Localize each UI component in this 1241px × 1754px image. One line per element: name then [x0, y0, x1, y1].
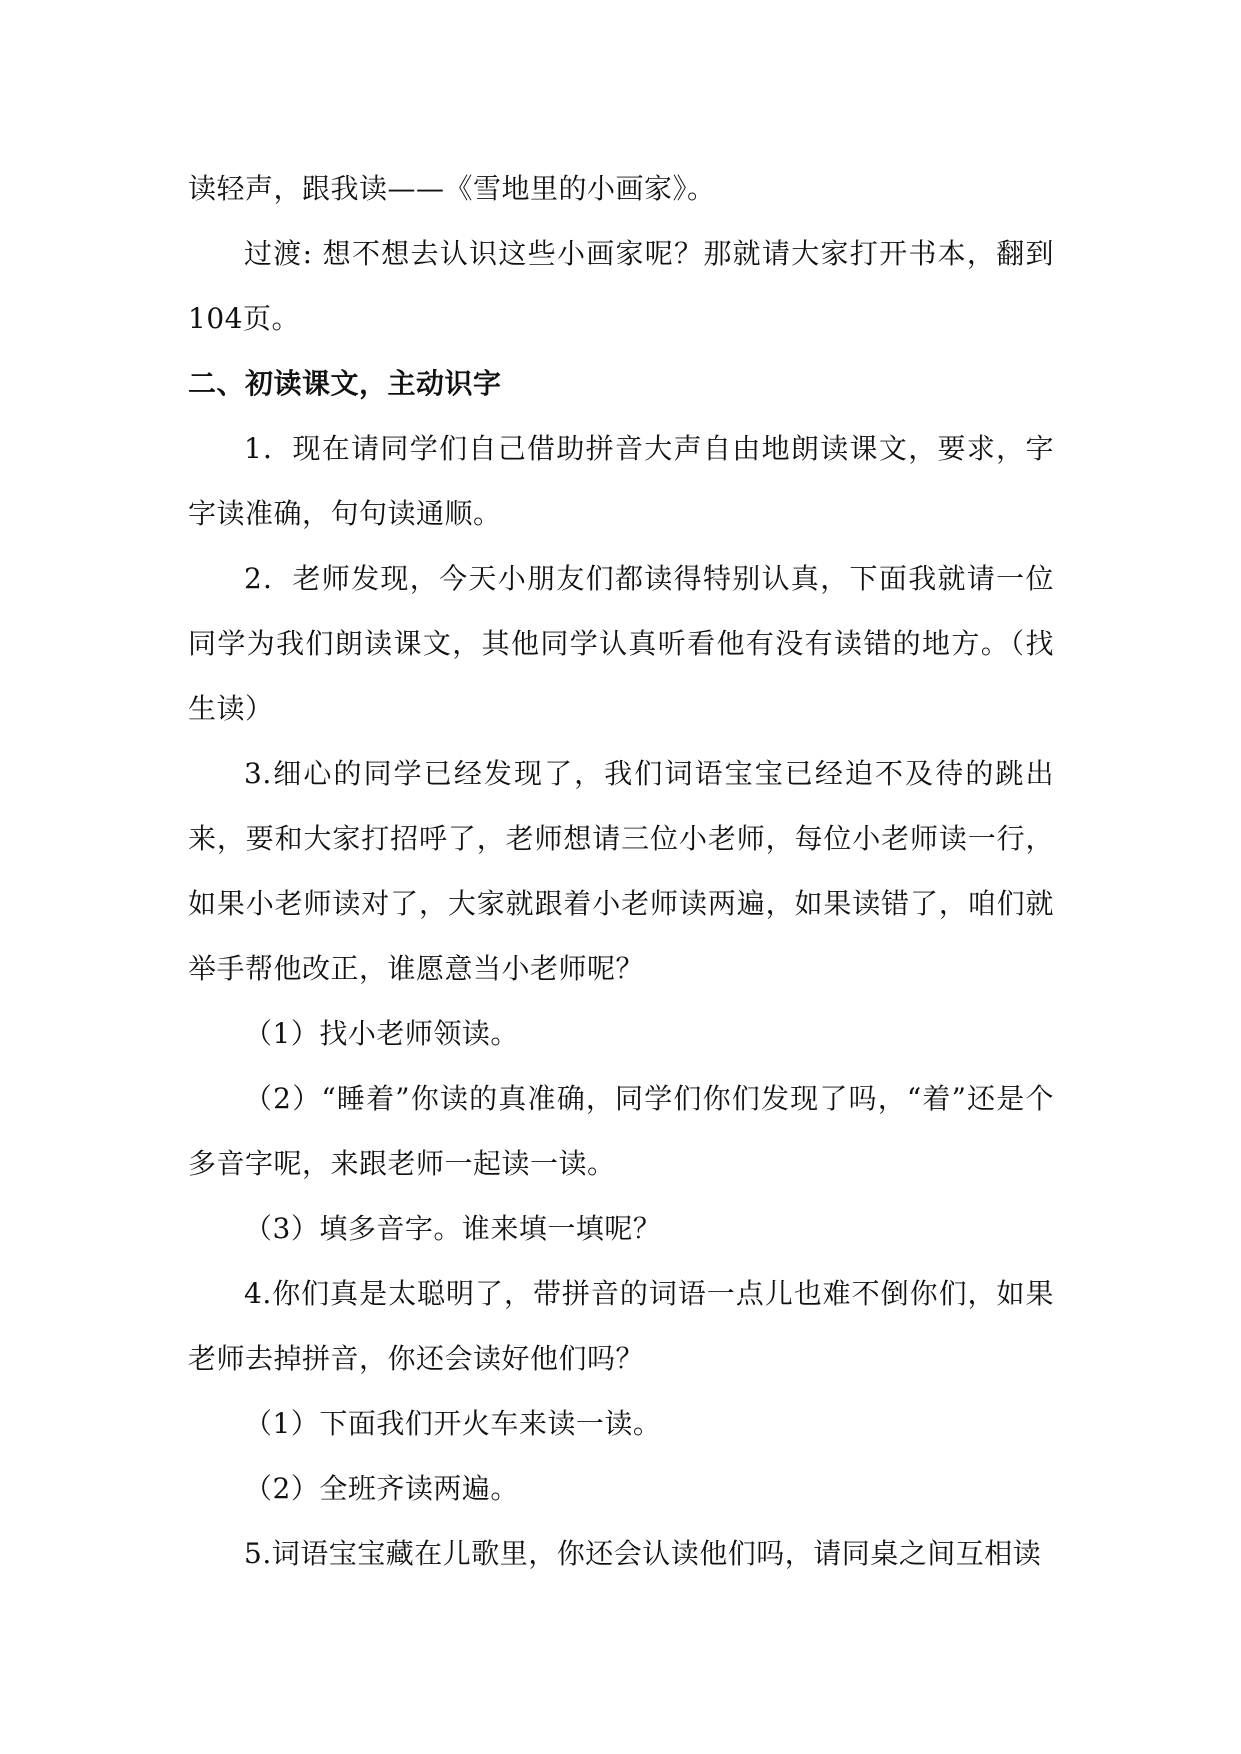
- paragraph-intro-reading: 读轻声，跟我读——《雪地里的小画家》。: [188, 172, 716, 205]
- paragraph-step-5: 5.词语宝宝藏在儿歌里，你还会认读他们吗，请同桌之间互相读: [244, 1537, 1042, 1570]
- paragraph-step-3: 3.细心的同学已经发现了，我们词语宝宝已经迫不及待的跳出来，要和大家打招呼了，老师想请三位小老师，每位小老师读一行，如果小老师读对了，大家就跟着小老师读两遍，如果读错了，咱们就举手帮他改正，谁愿意当小老师呢？: [188, 757, 1054, 985]
- paragraph-transition: 过渡: 想不想去认识这些小画家呢？那就请大家打开书本，翻到104页。: [188, 237, 1054, 335]
- paragraph-step-3-sub-2: （2）“睡着”你读的真准确，同学们你们发现了吗，“着”还是个多音字呢，来跟老师一起读一读。: [188, 1082, 1054, 1180]
- document-body: [188, 156, 1054, 1586]
- paragraph-step-1: 1．现在请同学们自己借助拼音大声自由地朗读课文，要求，字字读准确，句句读通顺。: [188, 432, 1054, 530]
- paragraph-step-4-sub-1: （1）下面我们开火车来读一读。: [244, 1407, 662, 1440]
- paragraph-step-2: 2．老师发现，今天小朋友们都读得特别认真，下面我就请一位同学为我们朗读课文，其他同学认真听看他有没有读错的地方。（找生读）: [188, 562, 1054, 725]
- section-heading: 二、初读课文，主动识字: [188, 367, 502, 400]
- paragraph-step-3-sub-1: （1）找小老师领读。: [244, 1017, 519, 1050]
- paragraph-step-4-sub-2: （2）全班齐读两遍。: [244, 1472, 519, 1505]
- paragraph-step-4: 4.你们真是太聪明了，带拼音的词语一点儿也难不倒你们，如果老师去掉拼音，你还会读好他们吗？: [188, 1277, 1054, 1375]
- paragraph-step-3-sub-3: （3）填多音字。谁来填一填呢？: [244, 1212, 662, 1245]
